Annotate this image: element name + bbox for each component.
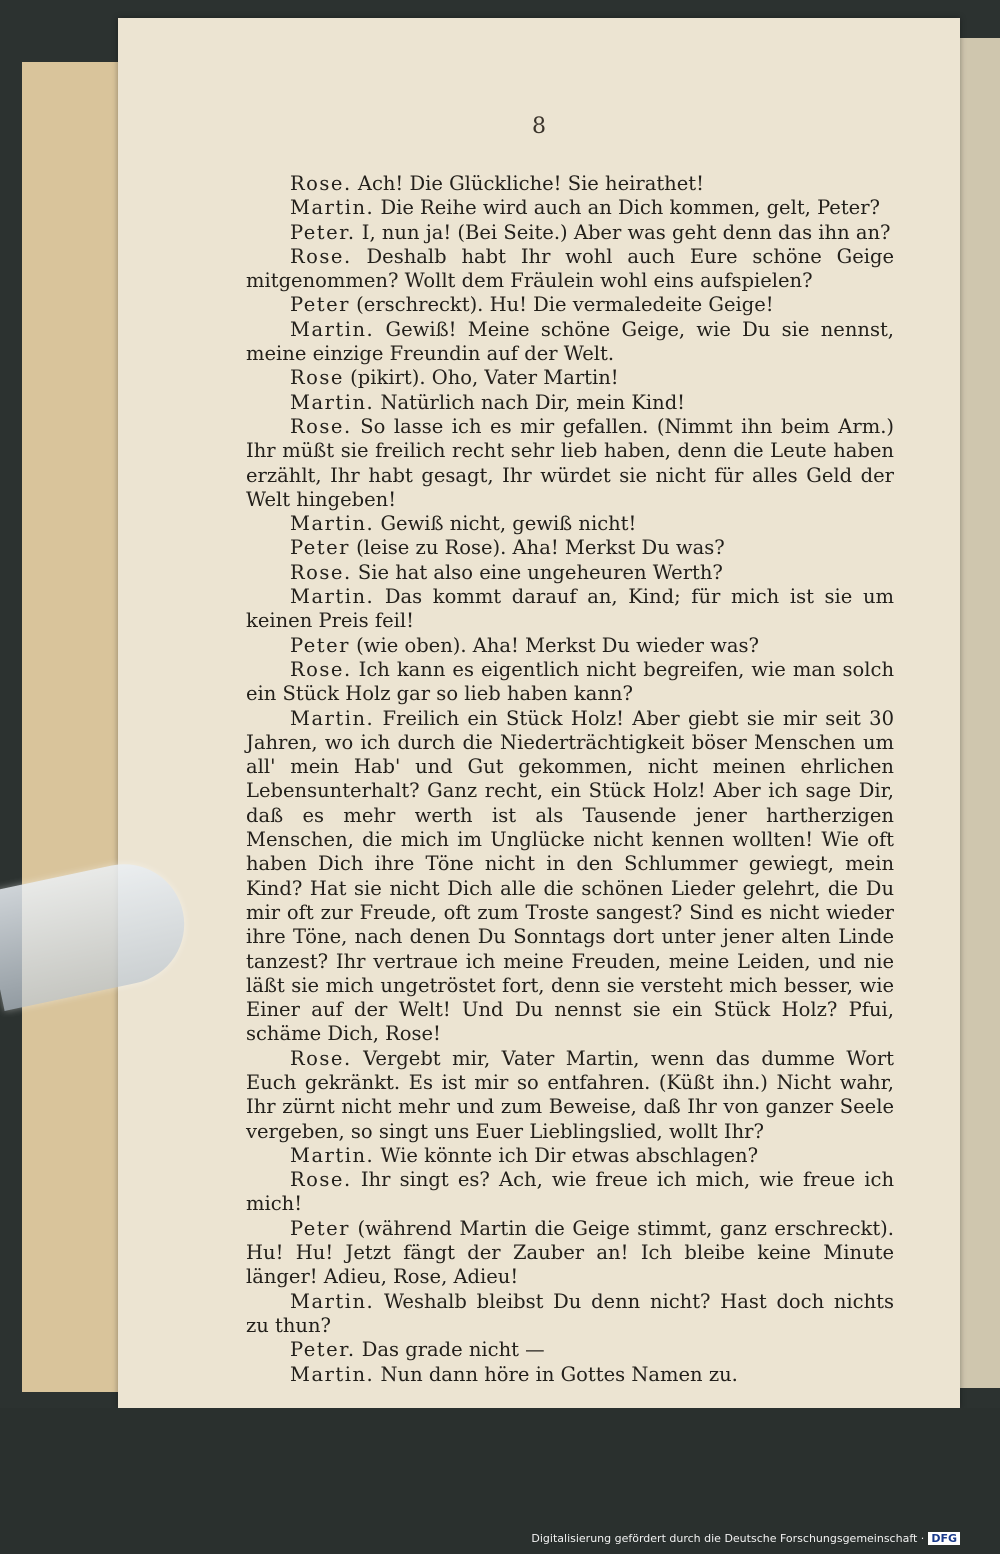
dfg-logo: DFG xyxy=(928,1532,960,1545)
dialogue-line xyxy=(246,1363,894,1387)
line-text: (erschreckt). Hu! Die vermaledeite Geige! xyxy=(349,293,774,317)
line-text: Nun dann höre in Gottes Namen zu. xyxy=(374,1362,738,1386)
speaker-name: Martin. xyxy=(290,390,375,414)
speaker-name: Rose. xyxy=(290,1168,352,1192)
dialogue-line xyxy=(246,634,894,658)
speaker-name: Rose. xyxy=(290,657,352,681)
dialogue-line xyxy=(246,658,894,707)
speaker-name: Rose. xyxy=(290,1046,352,1070)
speaker-name: Martin. xyxy=(290,1143,375,1167)
speaker-name: Rose. xyxy=(290,560,352,584)
dialogue-line xyxy=(246,245,894,294)
dialogue-text xyxy=(246,172,894,1387)
dialogue-line xyxy=(246,536,894,560)
dialogue-line xyxy=(246,561,894,585)
funding-footer xyxy=(531,1532,960,1545)
line-text: Weshalb bleibst Du denn nicht? Hast doch nichts zu thun? xyxy=(246,1289,894,1337)
facing-page-edge xyxy=(958,38,1000,1388)
dialogue-line xyxy=(246,366,894,390)
dialogue-line xyxy=(246,1144,894,1168)
speaker-name: Peter xyxy=(290,536,350,560)
underlying-page-edge xyxy=(22,62,133,1392)
line-text: I, nun ja! (Bei Seite.) Aber was geht denn das ihn an? xyxy=(355,220,891,244)
speaker-name: Rose. xyxy=(290,244,352,268)
speaker-name: Peter xyxy=(290,293,350,317)
line-text: So lasse ich es mir gefallen. (Nimmt ihn beim Arm.) Ihr müßt sie freilich recht sehr lieb haben, denn die Leute haben erzählt, Ihr habt gesagt, Ihr würdet sie nicht für alles Geld der Welt hingeben! xyxy=(246,414,894,511)
dialogue-line xyxy=(246,196,894,220)
line-text: Freilich ein Stück Holz! Aber giebt sie mir seit 30 Jahren, wo ich durch die Niederträchtigkeit böser Menschen um all' mein Hab' und Gut gekommen, nicht meinen ehrlichen Lebensunterhalt? Ganz recht, ein Stück Holz! Aber ich sage Dir, daß es mehr werth ist als Tausende jener hartherzigen Menschen, die mich im Unglücke nicht kennen wollten! Wie oft haben Dich ihre Töne nicht in den Schlummer gewiegt, mein Kind? Hat sie nicht Dich alle die schönen Lieder gelehrt, die Du mir oft zur Freude, oft zum Troste sangest? Sind es nicht wieder ihre Töne, nach denen Du Sonntags dort unter jener alten Linde tanzest? Ihr vertraue ich meine Freuden, meine Leiden, und nie läßt sie mich ungetröstet fort, denn sie versteht mich besser, wie Einer auf der Welt! Und Du nennst sie ein Stück Holz? Pfui, schäme Dich, Rose! xyxy=(246,706,894,1046)
line-text: Wie könnte ich Dir etwas abschlagen? xyxy=(374,1143,759,1167)
dialogue-line xyxy=(246,172,894,196)
book-page xyxy=(118,18,960,1408)
line-text: Ach! Die Glückliche! Sie heirathet! xyxy=(351,172,704,195)
speaker-name: Peter. xyxy=(290,220,356,244)
line-text: Gewiß nicht, gewiß nicht! xyxy=(374,512,637,536)
line-text: (leise zu Rose). Aha! Merkst Du was? xyxy=(349,536,725,560)
speaker-name: Martin. xyxy=(290,706,375,730)
line-text: Vergebt mir, Vater Martin, wenn das dumme Wort Euch gekränkt. Es ist mir so entfahren. (Küßt ihn.) Nicht wahr, Ihr zürnt nicht mehr und zum Beweise, daß Ihr von ganzer Seele vergeben, so singt uns Euer Lieblingslied, wollt Ihr? xyxy=(246,1046,894,1143)
dialogue-line xyxy=(246,512,894,536)
dialogue-line xyxy=(246,1047,894,1144)
dialogue-line xyxy=(246,1168,894,1217)
line-text: Ich kann es eigentlich nicht begreifen, wie man solch ein Stück Holz gar so lieb haben kann? xyxy=(246,657,894,706)
speaker-name: Rose xyxy=(290,366,344,390)
speaker-name: Martin. xyxy=(290,1362,375,1386)
speaker-name: Martin. xyxy=(290,196,375,220)
speaker-name: Martin. xyxy=(290,1289,375,1313)
speaker-name: Rose. xyxy=(290,414,352,438)
page-number: 8 xyxy=(532,114,546,139)
line-text: Ihr singt es? Ach, wie freue ich mich, wie freue ich mich! xyxy=(246,1168,894,1216)
dialogue-line xyxy=(246,318,894,367)
speaker-name: Martin. xyxy=(290,585,375,609)
line-text: Das kommt darauf an, Kind; für mich ist sie um keinen Preis feil! xyxy=(246,585,894,633)
dialogue-line xyxy=(246,1290,894,1339)
line-text: Die Reihe wird auch an Dich kommen, gelt, Peter? xyxy=(374,196,881,220)
line-text: Gewiß! Meine schöne Geige, wie Du sie nennst, meine einzige Freundin auf der Welt. xyxy=(246,317,894,366)
dialogue-line xyxy=(246,1217,894,1290)
line-text: Deshalb habt Ihr wohl auch Eure schöne Geige mitgenommen? Wollt dem Fräulein wohl eins aufspielen? xyxy=(246,244,894,293)
speaker-name: Martin. xyxy=(290,512,375,536)
footer-text: Digitalisierung gefördert durch die Deutsche Forschungsgemeinschaft · xyxy=(531,1532,925,1545)
dialogue-line xyxy=(246,293,894,317)
line-text: (pikirt). Oho, Vater Martin! xyxy=(343,366,619,390)
line-text: Natürlich nach Dir, mein Kind! xyxy=(374,390,686,414)
dialogue-line xyxy=(246,1338,894,1362)
speaker-name: Peter. xyxy=(290,1338,356,1362)
speaker-name: Peter xyxy=(290,633,350,657)
line-text: Sie hat also eine ungeheuren Werth? xyxy=(351,560,723,584)
line-text: Das grade nicht — xyxy=(355,1338,545,1362)
speaker-name: Martin. xyxy=(290,317,375,341)
dialogue-line xyxy=(246,391,894,415)
speaker-name: Rose. xyxy=(290,172,352,195)
line-text: (während Martin die Geige stimmt, ganz erschreckt). Hu! Hu! Jetzt fängt der Zauber an! Ich bleibe keine Minute länger! Adieu, Rose, Adieu! xyxy=(246,1216,894,1289)
dialogue-line xyxy=(246,221,894,245)
line-text: (wie oben). Aha! Merkst Du wieder was? xyxy=(349,633,759,657)
dialogue-line xyxy=(246,585,894,634)
speaker-name: Peter xyxy=(290,1216,350,1240)
dialogue-line xyxy=(246,707,894,1047)
dialogue-line xyxy=(246,415,894,512)
